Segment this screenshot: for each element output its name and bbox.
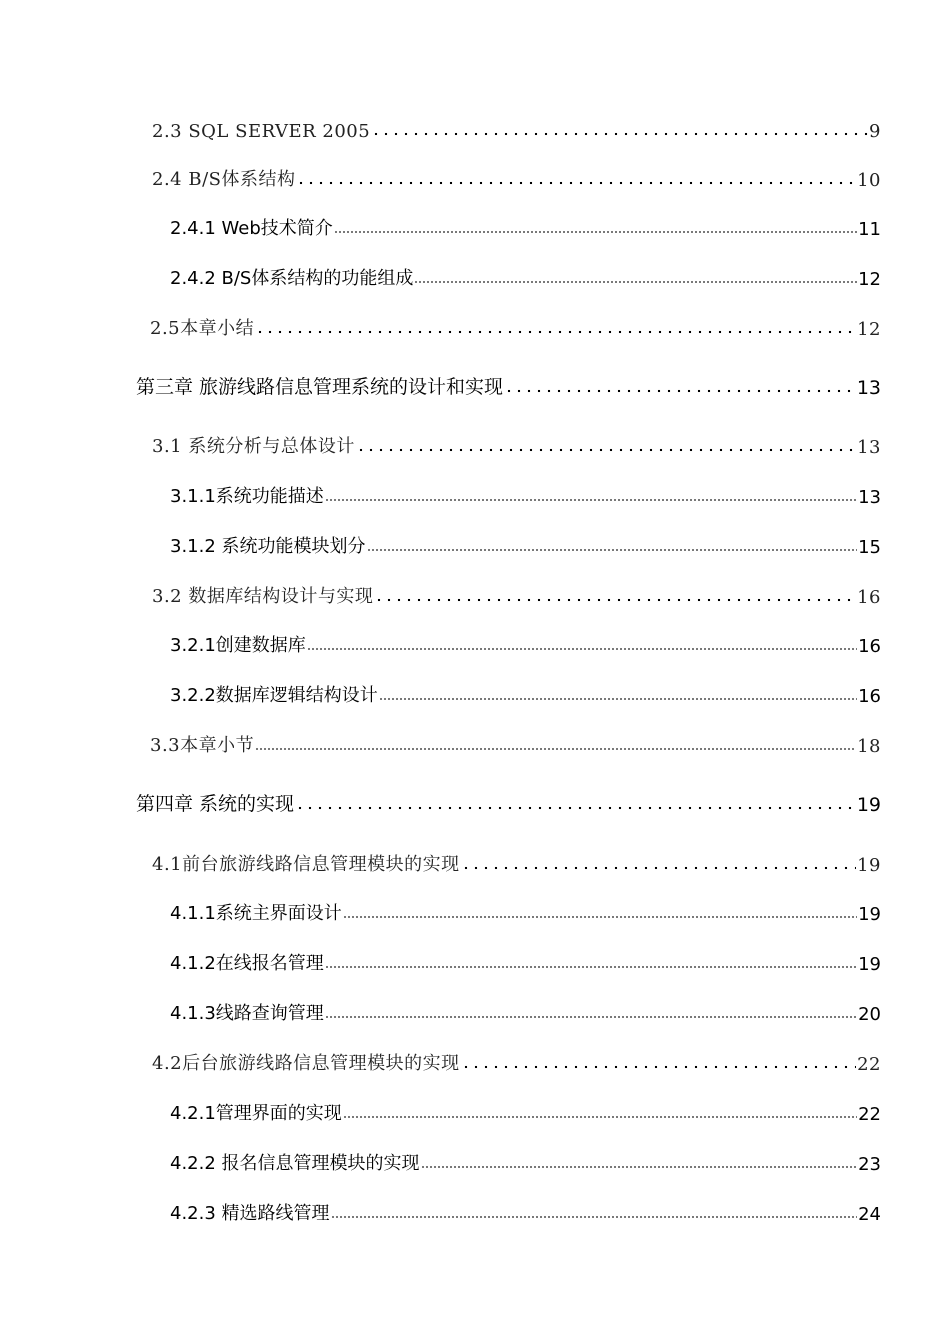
toc-entry-title: 3.1 系统分析与总体设计 [152, 436, 355, 457]
toc-entry-title: 3.2 数据库结构设计与实现 [152, 586, 374, 607]
toc-leader [379, 697, 857, 701]
toc-entry [170, 1095, 881, 1125]
toc-entry-page: 19 [858, 954, 881, 975]
toc-entry [150, 310, 881, 340]
toc-entry-page: 16 [857, 587, 881, 608]
toc-entry-title: 4.1.2在线报名管理 [170, 953, 324, 974]
toc-entry [170, 1145, 881, 1175]
toc-entry-title: 2.4 B/S体系结构 [152, 169, 296, 190]
toc-entry-title: 4.2后台旅游线路信息管理模块的实现 [152, 1053, 460, 1074]
toc-entry-page: 16 [858, 636, 881, 657]
toc-leader [343, 915, 857, 919]
toc-leader [371, 132, 868, 136]
toc-entry-page: 13 [856, 377, 881, 399]
toc-leader [343, 1115, 857, 1119]
toc-entry-title: 4.2.2 报名信息管理模块的实现 [170, 1153, 420, 1174]
toc-leader [255, 330, 856, 334]
toc-entry [170, 895, 881, 925]
toc-entry-title: 3.1.1系统功能描述 [170, 486, 324, 507]
toc-entry [170, 528, 881, 558]
toc-leader [325, 965, 857, 969]
toc-entry-title: 4.1.1系统主界面设计 [170, 903, 342, 924]
toc-chapter-entry [136, 786, 881, 816]
toc-leader [461, 1065, 856, 1069]
toc-leader [421, 1165, 858, 1169]
toc-entry-title: 2.4.2 B/S体系结构的功能组成 [170, 268, 414, 289]
toc-entry-page: 19 [856, 794, 881, 816]
toc-leader [296, 181, 856, 185]
toc-entry [152, 578, 881, 608]
toc-leader [367, 548, 858, 552]
toc-entry-title: 3.3本章小节 [150, 735, 255, 756]
toc-entry [170, 627, 881, 657]
toc-entry [170, 260, 881, 290]
toc-leader [307, 647, 857, 651]
toc-entry-title: 2.3 SQL SERVER 2005 [152, 121, 371, 142]
toc-entry-page: 16 [858, 686, 881, 707]
toc-entry [150, 727, 881, 757]
toc-entry-page: 15 [858, 537, 881, 558]
toc-entry-page: 13 [857, 437, 881, 458]
toc-leader [374, 598, 856, 602]
toc-leader [461, 866, 856, 870]
toc-entry-title: 4.1前台旅游线路信息管理模块的实现 [152, 854, 460, 875]
toc-leader [331, 1215, 858, 1219]
toc-entry [152, 112, 881, 142]
toc-entry-page: 24 [858, 1204, 881, 1225]
toc-entry-title: 4.1.3线路查询管理 [170, 1003, 324, 1024]
toc-entry [170, 677, 881, 707]
toc-entry-page: 9 [869, 121, 881, 142]
toc-entry-page: 10 [857, 170, 881, 191]
toc-leader [414, 280, 857, 284]
toc-entry-title: 第四章 系统的实现 [136, 793, 295, 815]
toc-entry [170, 478, 881, 508]
toc-entry-page: 12 [858, 269, 881, 290]
toc-leader [356, 448, 856, 452]
toc-leader [325, 498, 857, 502]
toc-entry [152, 1045, 881, 1075]
toc-entry-page: 19 [857, 855, 881, 876]
toc-leader [325, 1015, 857, 1019]
toc-entry-page: 19 [858, 904, 881, 925]
toc-leader [295, 806, 856, 810]
toc-entry-page: 22 [858, 1104, 881, 1125]
toc-entry-page: 13 [858, 487, 881, 508]
toc-entry [170, 995, 881, 1025]
toc-entry-page: 23 [858, 1154, 881, 1175]
toc-entry [170, 945, 881, 975]
toc-leader [504, 389, 856, 393]
toc-entry-title: 3.2.1创建数据库 [170, 635, 306, 656]
toc-entry-page: 11 [858, 219, 881, 240]
toc-entry [170, 1195, 881, 1225]
toc-leader [255, 747, 856, 751]
toc-entry [170, 210, 881, 240]
toc-entry-title: 2.5本章小结 [150, 318, 255, 339]
toc-entry [152, 428, 881, 458]
toc-entry-page: 12 [857, 319, 881, 340]
toc-entry [152, 161, 881, 191]
toc-entry [152, 846, 881, 876]
toc-entry-title: 4.2.1管理界面的实现 [170, 1103, 342, 1124]
toc-leader [334, 230, 857, 234]
toc-entry-page: 18 [857, 736, 881, 757]
toc-entry-title: 2.4.1 Web技术简介 [170, 218, 333, 239]
toc-entry-title: 4.2.3 精选路线管理 [170, 1203, 330, 1224]
toc-entry-title: 3.2.2数据库逻辑结构设计 [170, 685, 378, 706]
toc-entry-page: 22 [857, 1054, 881, 1075]
toc-entry-title: 第三章 旅游线路信息管理系统的设计和实现 [136, 376, 504, 398]
toc-entry-title: 3.1.2 系统功能模块划分 [170, 536, 366, 557]
toc-chapter-entry [136, 369, 881, 399]
toc-entry-page: 20 [858, 1004, 881, 1025]
